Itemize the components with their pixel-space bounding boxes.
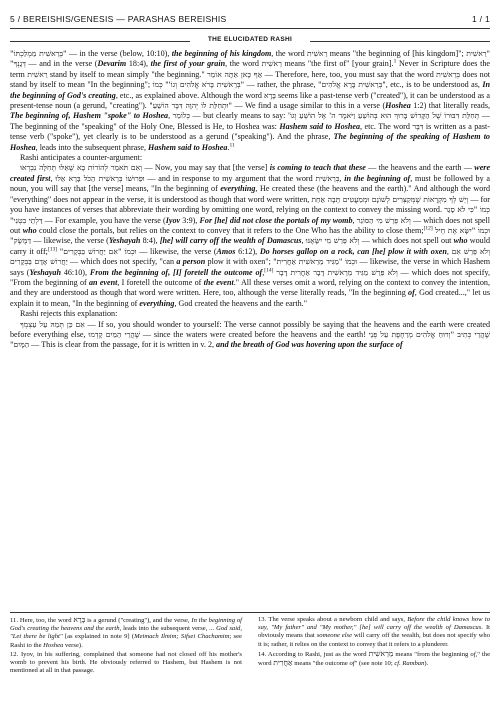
hebrew-text: רֵאשִׁית: [307, 49, 328, 58]
body-text: would carry it off;: [10, 236, 490, 256]
body-text: is a gerund ("creating"), and the verse,: [85, 617, 192, 624]
italic-text: cf.: [394, 660, 401, 668]
body-text: .: [227, 142, 230, 152]
footnote-ref: [12]: [423, 225, 433, 232]
hebrew-text: מֵרֵאשִׁית: [368, 648, 394, 658]
body-text: — which does not specify, "From the beginning of: [10, 267, 490, 287]
body-text: , God created the heavens and the earth.": [174, 298, 308, 308]
translation-text: of: [408, 288, 415, 298]
body-text: Rashi anticipates a counter-argument:: [20, 153, 143, 163]
hebrew-text: אַף כָּאן אַתָּה אוֹמֵר: [207, 69, 263, 79]
body-text: — for you have instances of verses that abbreviate their wording by omitting one word, relying on the context to convey the missing word.: [10, 194, 490, 215]
italic-text: Hoshea: [43, 641, 64, 649]
translation-text: Hoshea: [385, 101, 411, 111]
body-text: Rashi rejects this explanation:: [20, 309, 118, 319]
body-text: ).: [424, 660, 429, 668]
body-text: , He created these (the heavens and the earth)." And although the word "everything" does not appear in the verse, it is understood as though that word were written,: [10, 184, 490, 204]
translation-text: Iyov: [165, 215, 181, 225]
body-text: ,: [168, 111, 173, 121]
footnotes: [10, 616, 490, 716]
translation-text: [he] will carry off the wealth of Damascus: [159, 236, 302, 246]
body-text: does not stand by itself to mean "In the beginning";: [10, 69, 490, 90]
hebrew-text: כְּלוֹמַר: [172, 111, 191, 121]
footnote-ref: 11: [229, 141, 235, 148]
body-text: , God created...," let us explain it to mean, "In the beginning of: [10, 288, 490, 308]
body-text: 12. Iyov, in his suffering, complained that someone had not closed off his mother's womb to prevent his birth. He obviously referred to Hashem, but Hashem is not mentioned at all in that passage.: [10, 650, 242, 675]
translation-text: For [he] did not close the portals of my womb: [199, 215, 353, 225]
paragraph: [10, 320, 490, 351]
body-text: , etc., is to be understood as,: [385, 80, 483, 90]
footnote: [258, 616, 490, 649]
translation-text: a person: [176, 257, 206, 267]
body-text: — and in the verse (: [25, 59, 98, 69]
hebrew-text: בְּרֵאשִׁית: [436, 69, 461, 79]
section-title: THE ELUCIDATED RASHI: [204, 36, 296, 43]
body-text: 13. The verse speaks about a newborn child and says,: [258, 616, 408, 623]
body-text: 3:9),: [180, 215, 200, 225]
body-text: verse).: [63, 641, 83, 649]
translation-text: the first of your grain: [150, 59, 226, 69]
translation-text: Do horses gallop on a rock, can [he] plow it with oxen: [259, 246, 447, 256]
body-text: , must be followed by a noun, you will say that [the verse] means, "In the beginning of: [10, 173, 490, 194]
footnote: [10, 651, 242, 676]
translation-text: in the beginning of: [344, 173, 411, 183]
hebrew-text: שֶׁהֲרֵי כְּתִיב "וְרוּחַ אֱלֹהִים מְרַחֶפֶת עַל פְּנֵי הַמָּיִם": [10, 329, 490, 350]
body-text: ." All these verses omit a word, relying on the context to convey the intention, and they are understood as though that word were written. Here, too, although the verse literally reads, "In the beginning: [10, 277, 490, 298]
hebrew-text: אִם כֵּן תְּמַהּ עַל עַצְמְךָ: [20, 319, 85, 329]
hebrew-text: וּפֵרוּשׁוֹ בְּרֵאשִׁית הַכֹּל בָּרָא אֵלּוּ: [55, 173, 145, 183]
italic-text: In the beginning of God's creating the heavens and the earth: [10, 617, 242, 633]
body-text: — but clearly means to say:: [190, 111, 288, 121]
body-text: ," the word: [258, 650, 490, 668]
body-text: — and in response to my argument that the word: [144, 173, 316, 183]
body-text: 1:2) that literally reads,: [410, 101, 490, 111]
body-text: , etc., as explained above. Although the word: [115, 90, 265, 100]
body-text: means "the outcome: [292, 660, 350, 668]
hebrew-text: תְּחִלַּת דִּבּוּרוֹ שֶׁל הַקָּדוֹשׁ בָּרוּךְ הוּא בְּהוֹשֵׁעַ וַיֹּאמֶר ה' אֶל הוֹשֵׁעַ וְגוֹ': [287, 111, 480, 121]
hebrew-text: רֵאשִׁית: [27, 69, 48, 79]
body-text: — The beginning of the "speaking" of the Holy One, Blessed is He, to Hoshea was:: [10, 111, 490, 131]
hebrew-text: בָּרָא: [73, 616, 86, 624]
footnote-ref: 1: [393, 58, 397, 65]
body-text: , leads into the subsequent phrase,: [35, 142, 149, 152]
body-text: — since the waters were created before the heavens and the earth!: [140, 329, 369, 339]
footnote-ref: [14]: [264, 266, 274, 273]
body-text: — This is clear from the passage, for it is written in v. 2,: [29, 340, 217, 350]
translation-text: who: [453, 236, 468, 246]
footnote-column-left: [10, 616, 242, 676]
body-text: could close the portals, but relies on the context to convey that it refers to the One Who has the ability to close them;: [36, 225, 424, 235]
hebrew-text: וּכְמוֹ "יִשָּׂא אֶת חֵיל דַּמֶּשֶׂק": [10, 225, 490, 246]
hebrew-text: "בְּרֵאשִׁית מַמְלַכְתּוֹ": [10, 49, 67, 58]
body-text: 11. Here, too, the word: [10, 617, 74, 624]
translation-text: Yeshayah: [29, 267, 61, 277]
body-text: 18:4),: [126, 59, 151, 69]
body-text: — in the verse (below, 10:10),: [66, 49, 172, 58]
footnote-ref: [13]: [47, 246, 58, 253]
paragraph: [10, 309, 490, 319]
body-text: , the word: [271, 49, 308, 58]
body-text: — likewise, the verse (: [136, 246, 217, 256]
hebrew-text: "וּתְחִלַּת לוֹ יְהוָה דִּבֶּר הוֹשֵׁעַ": [149, 101, 233, 111]
body-text: means "the beginning of [his kingdom]";: [327, 49, 467, 58]
body-text: ,: [262, 267, 265, 277]
hebrew-text: דִּבֶּר: [412, 121, 424, 131]
hebrew-text: שֶׁהֲרֵי הַמַּיִם קָדְמוּ: [88, 329, 141, 339]
hebrew-text: וְיֵשׁ לְךָ מִקְרָאוֹת שֶׁמְּקַצְּרִים לְשׁוֹנָם וּמְמַעֲטִים תֵּבָה אַחַת: [311, 194, 469, 204]
body-text: [as explained in note 9] (: [62, 633, 135, 641]
body-text: ,: [50, 173, 56, 183]
body-text: stand by itself to mean simply "the beginning.": [47, 69, 208, 79]
hebrew-text: בָּרָא: [264, 90, 276, 100]
footnote-column-right: [258, 616, 490, 669]
page-number: 1 / 1: [471, 14, 490, 24]
translation-text: the event: [203, 277, 234, 287]
hebrew-text: וְלֹא פֵּרֵשׁ מַגִּיד מֵרֵאשִׁית דָּבָר אַחֲרִית דָּבָר: [276, 267, 398, 277]
body-text: 46:10),: [60, 267, 90, 277]
hebrew-text: "בְּרֵאשִׁית בָּרָא אֱלֹהִים": [318, 80, 386, 90]
translation-text: Hashem said to Hoshea: [279, 121, 361, 131]
body-text: — If so, you should wonder to yourself: The verse cannot possibly be saying that the heavens and the earth were created before everything else,: [10, 319, 490, 339]
translation-text: In the beginning of God's creating: [10, 80, 490, 100]
body-text: , leads into the subsequent verse,: [119, 625, 210, 633]
body-text: 14. According to Rashi, just as the word: [258, 650, 369, 658]
hebrew-text: וְלֹא פֵּרֵשׁ אִם יַחֲרוֹשׁ אָדָם בַּבְּקָרִים: [10, 246, 490, 267]
translation-text: who: [22, 225, 37, 235]
hebrew-text: כְּמוֹ "כִּי לֹא סָגַר דַּלְתֵי בִטְנִי": [10, 205, 490, 225]
italic-text: of: [470, 650, 476, 658]
body-text: — which does not specify, "can: [67, 257, 177, 267]
body-text: — likewise, the verse (: [31, 236, 109, 246]
italic-text: of: [349, 660, 355, 668]
body-text: — Now, you may say that [the verse]: [142, 163, 270, 173]
running-header: [10, 10, 490, 29]
italic-text: Before the child knows how to say, "My father" and "My mother," [he] will carry off the wealth of Damascus: [258, 616, 490, 632]
body-text: plow it with oxen";: [205, 257, 274, 267]
hebrew-text: וּכְמוֹ "מַגִּיד מֵרֵאשִׁית אַחֲרִית": [273, 257, 358, 267]
italic-text: ... God said, "Let there be light": [10, 625, 243, 641]
body-text: ,: [339, 173, 345, 183]
body-text: — Therefore, here, too, you must say that the word: [262, 69, 437, 79]
body-text: — rather, the phrase,: [244, 80, 318, 90]
translation-text: Devarim: [97, 59, 127, 69]
body-text: seems like a past-tense verb ("created"), it can be understood as a present-tense noun (a gerund, "creating").: [10, 90, 490, 111]
paragraph: [10, 163, 490, 309]
body-text: . It obviously means that: [258, 624, 490, 640]
hebrew-text: וְלֹא פֵּרֵשׁ מִי יִשָּׂאֶנּוּ: [305, 236, 360, 246]
footnote-divider: [10, 612, 490, 613]
body-text: 6:12),: [235, 246, 260, 256]
hebrew-text: בְּרֵאשִׁית: [315, 173, 340, 183]
translation-text: the beginning of his kingdom: [171, 49, 272, 58]
body-text: is written as a past-tense verb ("spoke"), yet clearly is to be understood as a gerund ("speaking"). And the phrase,: [10, 121, 490, 142]
body-text: , etc. The word: [360, 121, 413, 131]
header-title: 5 / BEREISHIS/GENESIS — PARASHAS BEREISHIS: [10, 14, 227, 24]
translation-text: From the beginning of, [I] foretell the outcome of: [89, 267, 263, 277]
footnote: [258, 650, 490, 668]
hebrew-text: אַחֲרִית: [273, 658, 293, 668]
heading-rule-right: [310, 41, 490, 42]
translation-text: The beginning of, Hashem "spoke" to Hoshea: [10, 111, 169, 121]
body-text: means "from the beginning: [393, 650, 471, 658]
translation-text: everything: [220, 184, 256, 194]
body-text: — which does not spell out: [10, 215, 490, 235]
hebrew-text: "בְּרֵאשִׁית בָּרֹא אֱלֹהִים וְגוֹ'": [165, 80, 245, 90]
paragraph: [10, 153, 490, 163]
hebrew-text: וְלֹא פֵּרֵשׁ מִי הַסּוֹגֵר: [356, 215, 411, 225]
translation-text: an event: [88, 277, 118, 287]
italic-text: someone else: [316, 632, 353, 640]
body-text: " (see note 10;: [354, 660, 395, 668]
body-text: — the heavens and the earth —: [365, 163, 475, 173]
translation-text: Hashem said to Hoshea: [148, 142, 228, 152]
translation-text: Yeshayah: [108, 236, 141, 246]
body-text: ,: [352, 215, 357, 225]
commentary-body: [10, 49, 490, 609]
translation-text: is coming to teach that these: [269, 163, 366, 173]
translation-text: everything: [139, 298, 175, 308]
hebrew-text: רֵאשִׁית: [261, 59, 282, 69]
body-text: means "the first of" [your grain].: [281, 59, 394, 69]
hebrew-text: כְּמוֹ: [152, 80, 163, 90]
paragraph: [10, 49, 490, 153]
translation-text: and the breath of God was hovering upon the surface of: [216, 340, 403, 350]
italic-text: Ramban: [402, 660, 425, 668]
heading-rule-left: [10, 41, 190, 42]
translation-text: were created first: [10, 163, 490, 183]
body-text: Never in Scripture does the term: [10, 59, 490, 79]
section-heading: [10, 36, 490, 46]
body-text: 8:4),: [140, 236, 160, 246]
body-text: , I foretell the outcome of: [117, 277, 204, 287]
body-text: — We find a usage similar to this in a verse (: [232, 101, 386, 111]
body-text: ; see Rashi to the: [10, 633, 242, 649]
hebrew-text: וּכְמוֹ "אִם יַחֲרוֹשׁ בַּבְּקָרִים": [59, 246, 137, 256]
body-text: — For example, you have the verse (: [42, 215, 166, 225]
body-text: , the word: [225, 59, 262, 69]
translation-text: Amos: [216, 246, 236, 256]
body-text: ,: [301, 236, 306, 246]
translation-text: The beginning of the speaking of Hashem to Hoshea: [10, 132, 490, 152]
body-text: — likewise, the verse in which Hashem says (: [10, 257, 490, 277]
body-text: ,: [446, 246, 452, 256]
body-text: will carry off the wealth, but does not specify who it is; rather, it relies on the context to convey that it refers to a plunderer.: [258, 632, 490, 648]
body-text: — which does not spell out: [359, 236, 454, 246]
hebrew-text: "רֵאשִׁית דְּגָנְךָ": [10, 49, 490, 69]
italic-text: Meimach Ilmim; Sifsei Chachamim: [134, 633, 230, 641]
footnote: [10, 616, 242, 650]
hebrew-text: וְאִם תֹּאמַר לְהוֹרוֹת בָּא שֶׁאֵלּוּ תְּחִלָּה נִבְרְאוּ: [20, 163, 143, 173]
